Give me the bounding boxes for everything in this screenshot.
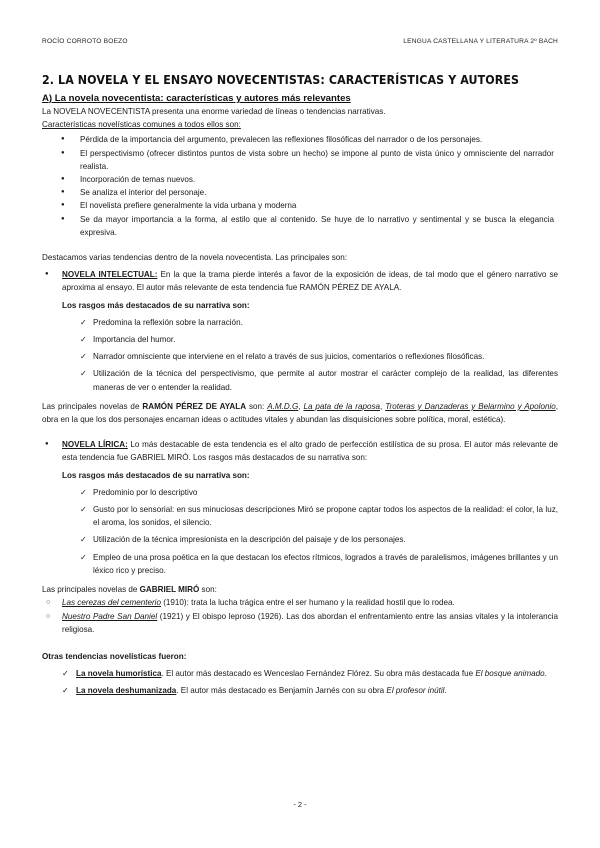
otras-tendencias-label: Otras tendencias novelísticas fueron: — [42, 651, 187, 661]
common-features-list — [42, 133, 558, 239]
check-icon: ✓ — [80, 317, 87, 327]
section-a-intro: La NOVELA NOVECENTISTA presenta una enorme variedad de líneas o tendencias narrativas. — [42, 107, 386, 116]
circle-bullet-icon: ○ — [46, 599, 51, 607]
list-item: ● Pérdida de la importancia del argumento, prevalecen las reflexiones filosóficas del narrador o de los personajes. — [42, 133, 558, 146]
check-icon: ✓ — [80, 369, 87, 379]
novela-intelectual-text: En la que la trama pierde interés a favor de la exposición de ideas, de tal modo que el género narrativo se aproxima al ensayo. El autor más relevante de esta tendencia fue RAMÓN PÉREZ DE AYALA. — [62, 270, 558, 293]
novela-lirica-label: NOVELA LÍRICA: — [62, 440, 128, 450]
check-icon: ✓ — [80, 335, 87, 345]
intelectual-trait: ✓ Utilización de la técnica del perspectivismo, que permite al autor mostrar el carácter complejo de la realidad, las diferentes maneras de ver o entender la realidad. — [80, 369, 558, 392]
novel-title: Troteras y Danzaderas y Belarmino y Apolonio — [385, 401, 556, 411]
novela-intelectual-label: NOVELA INTELECTUAL: — [62, 270, 158, 280]
header-author: ROCÍO CORROTO BOEZO — [42, 38, 128, 45]
check-icon: ✓ — [80, 535, 87, 545]
intelectual-trait: ✓ Importancia del humor. — [80, 333, 558, 346]
lirica-traits-label: Los rasgos más destacados de su narrativa son: — [62, 470, 250, 480]
tendencies-intro: Destacamos varias tendencias dentro de la novela novecentista. Las principales son: — [42, 253, 348, 263]
list-item: ● Se da mayor importancia a la forma, al estilo que al contenido. Se huye de lo narrativo y sentimental y se busca la elegancia expresiva. — [42, 213, 558, 239]
novel-title: Las cerezas del cementerio — [62, 598, 161, 608]
bullet-icon: ● — [45, 271, 49, 278]
check-icon: ✓ — [80, 552, 87, 562]
list-item: ● Se analiza el interior del personaje. — [42, 186, 558, 199]
novel-title: A.M.D.G — [267, 401, 299, 411]
intelectual-novels: Las principales novelas de RAMÓN PÉREZ DE AYALA son: A.M.D.G, La pata de la raposa, Troteras y Danzaderas y Belarmino y Apolonio, obra en la que los dos personajes encarnan ideas o actitudes vitales y abundan las disquisiciones sobre política, moral, estética). — [42, 401, 559, 425]
lirica-novel-item: ○ Nuestro Padre San Daniel (1921) y El obispo leproso (1926). Las dos abordan el enfrentamiento entre las ansias vitales y la intolerancia religiosa. — [46, 611, 559, 634]
bullet-icon: ● — [45, 441, 49, 448]
header-subject: LENGUA CASTELLANA Y LITERATURA 2º BACH — [403, 38, 558, 45]
circle-bullet-icon: ○ — [46, 612, 51, 620]
common-features-label: Características novelísticas comunes a todos ellos son: — [42, 120, 241, 130]
lirica-trait: ✓ Empleo de una prosa poética en la que destacan los efectos rítmicos, logrados a través de paralelismos, imágenes brillantes y un léxico rico y preciso. — [80, 552, 558, 575]
list-item: ● Incorporación de temas nuevos. — [42, 173, 558, 186]
lirica-novels-intro: Las principales novelas de GABRIEL MIRÓ son: — [42, 585, 217, 595]
lirica-trait: ✓ Predominio por lo descriptivo — [80, 486, 558, 499]
list-item: ● El perspectivismo (ofrecer distintos puntos de vista sobre un hecho) se impone al punto de vista único y omnisciente del narrador realista. — [42, 147, 558, 173]
section-a-heading: A) La novela novecentista: características y autores más relevantes — [42, 93, 351, 104]
check-icon: ✓ — [80, 487, 87, 497]
intelectual-trait: ✓ Predomina la reflexión sobre la narración. — [80, 316, 558, 329]
otras-item: ✓ La novela deshumanizada. El autor más destacado es Benjamín Jarnés con su obra El profesor inútil. — [62, 684, 558, 697]
lirica-trait: ✓ Utilización de la técnica impresionista en la descripción del paisaje y de los personajes. — [80, 533, 558, 546]
novela-lirica-text: Lo más destacable de esta tendencia es el alto grado de perfección estilística de su prosa. El autor más relevante de esta tendencia fue GABRIEL MIRÓ. Los rasgos más destacados de su narrativa son: — [62, 440, 558, 463]
intelectual-trait: ✓ Narrador omnisciente que interviene en el relato a través de sus juicios, comentarios o reflexiones filosóficas. — [80, 350, 558, 363]
novel-title: La pata de la raposa — [303, 401, 381, 411]
check-icon: ✓ — [62, 669, 69, 679]
intelectual-traits-label: Los rasgos más destacados de su narrativa son: — [62, 300, 250, 310]
novela-intelectual-block — [42, 268, 558, 294]
lirica-trait: ✓ Gusto por lo sensorial: en sus minuciosas descripciones Miró se propone captar todos los aspectos de la realidad: el color, la luz, el aroma, los sonidos, el silencio. — [80, 505, 558, 528]
check-icon: ✓ — [80, 352, 87, 362]
novela-lirica-block — [42, 438, 558, 464]
page-number: - 2 - — [293, 800, 307, 809]
list-item: ● El novelista prefiere generalmente la vida urbana y moderna — [42, 199, 558, 212]
page-content — [42, 72, 558, 698]
novel-title: Nuestro Padre San Daniel — [62, 611, 158, 621]
otras-item: ✓ La novela humorística. El autor más destacado es Wenceslao Fernández Flórez. Su obra más destacada fue El bosque animado. — [62, 667, 558, 680]
page-title: 2. LA NOVELA Y EL ENSAYO NOVECENTISTAS: CARACTERÍSTICAS Y AUTORES — [42, 73, 520, 87]
check-icon: ✓ — [62, 686, 69, 696]
check-icon: ✓ — [80, 505, 87, 515]
lirica-novel-item: ○ Las cerezas del cementerio (1910): trata la lucha trágica entre el ser humano y la realidad hostil que lo rodea. — [42, 596, 558, 609]
